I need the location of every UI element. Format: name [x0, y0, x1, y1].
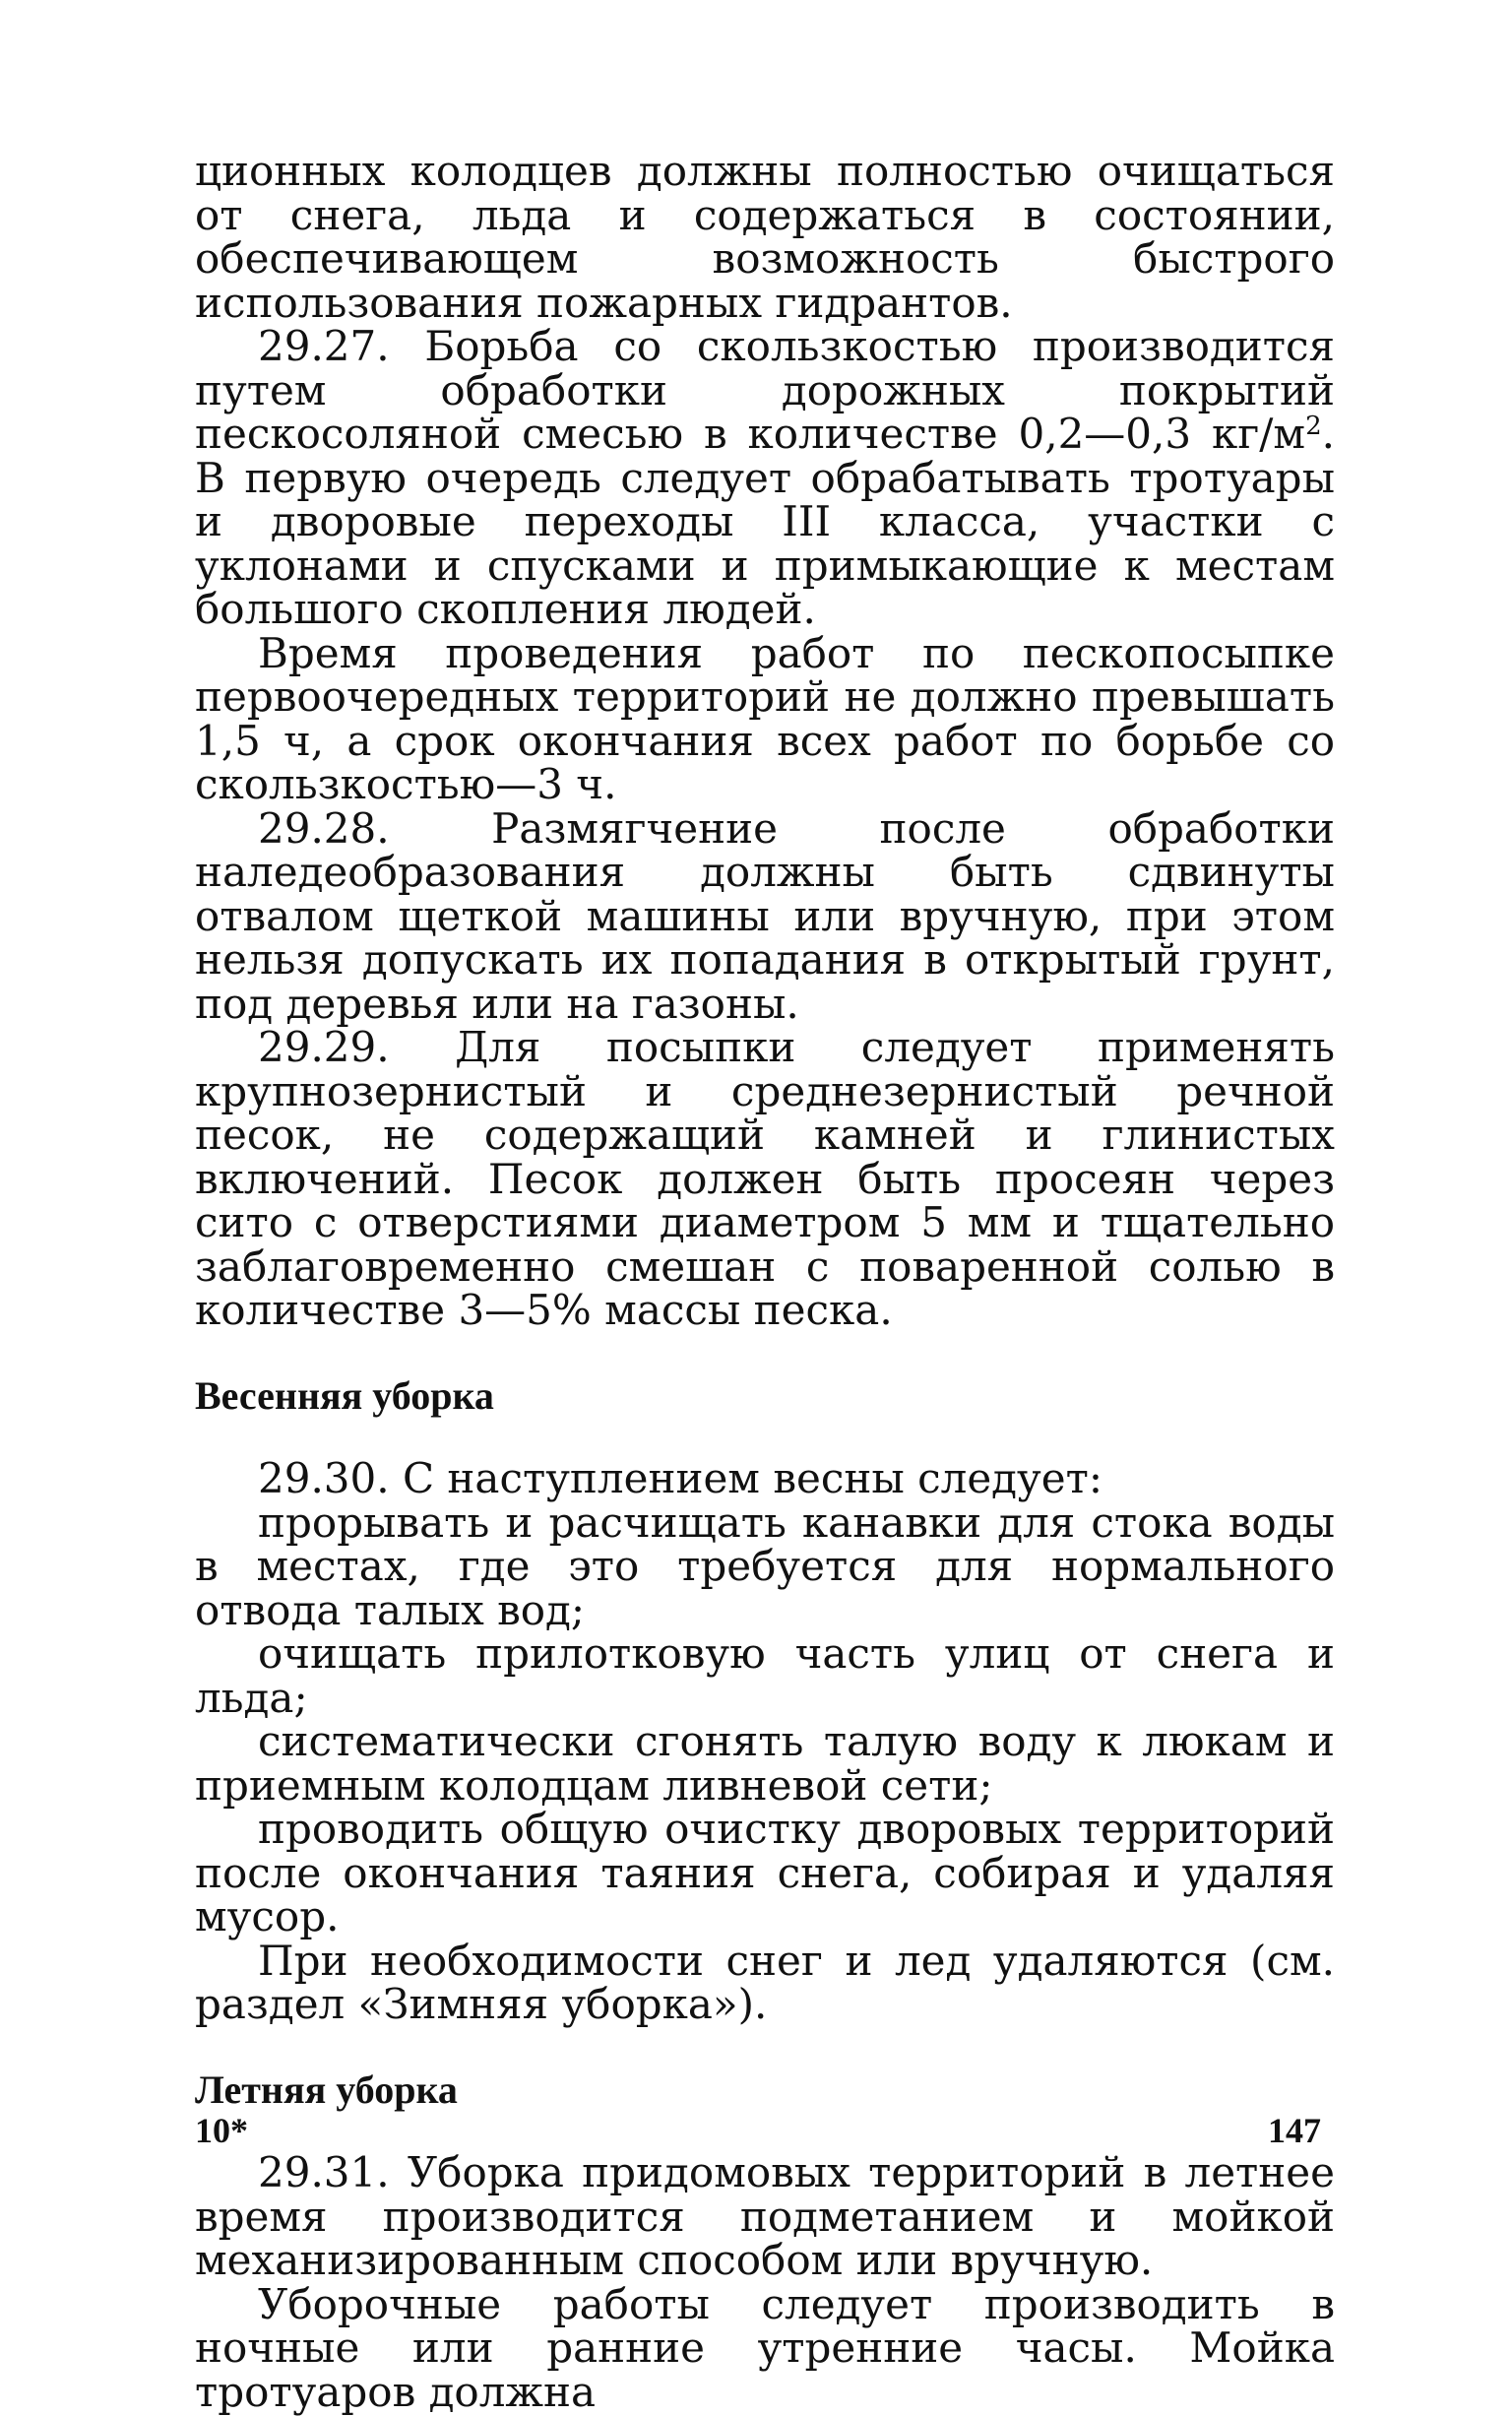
page-number: 147 — [1268, 2111, 1321, 2150]
heading-summer-cleaning: Летняя уборка — [195, 2066, 458, 2112]
heading-spring-cleaning: Весенняя уборка — [195, 1372, 494, 1418]
signature-mark: 10* — [195, 2111, 248, 2150]
spring-item-gutters: очищать прилотковую часть улиц от снега и льда; — [195, 1629, 1335, 1722]
paragraph-29-27-text-after: . В первую очередь следует обрабатывать тротуары и дворовые переходы III класса, участки с уклонами и спусками и примыкающие к местам большого скопления людей. — [195, 410, 1335, 633]
spring-item-meltwater: систематически сгонять талую воду к люкам и приемным колодцам ливневой сети; — [195, 1717, 1335, 1810]
paragraph-continuation: ционных колодцев должны полностью очищаться от снега, льда и содержаться в состоянии, обеспечивающем возможность быстрого использования пожарных гидрантов. — [195, 147, 1335, 327]
page-footer — [195, 2110, 1335, 2169]
paragraph-29-30: 29.30. С наступлением весны следует: — [258, 1454, 1102, 1502]
paragraph-29-28: 29.28. Размягчение после обработки наледеобразования должны быть сдвинуты отвалом щеткой машины или вручную, при этом нельзя допускать их попадания в открытый грунт, под деревья или на газоны. — [195, 803, 1335, 1028]
paragraph-29-27-text-before: 29.27. Борьба со скользкостью производится путем обработки дорожных покрытий пескосоляной смесью в количестве 0,2—0,3 кг/м — [195, 322, 1335, 458]
paragraph-29-31: 29.31. Уборка придомовых территорий в летнее время производится подметанием и мойкой механизированным способом или вручную. — [195, 2148, 1335, 2284]
spring-item-snow-removal: При необходимости снег и лед удаляются (см. раздел «Зимняя уборка»). — [195, 1936, 1335, 2028]
spring-item-general-cleaning: проводить общую очистку дворовых территорий после окончания таяния снега, собирая и удаляя мусор. — [195, 1805, 1335, 1940]
body-text — [195, 147, 1335, 2416]
spring-item-drains: прорывать и расчищать канавки для стока воды в местах, где это требуется для нормального отвода талых вод; — [195, 1497, 1335, 1634]
paragraph-29-29: 29.29. Для посыпки следует применять крупнозернистый и среднезернистый речной песок, не содержащий камней и глинистых включений. Песок должен быть просеян через сито с отверстиями диаметром 5 мм и тщательно заблаговременно смешан с поваренной солью в количестве 3—5% массы песка. — [195, 1023, 1335, 1334]
paragraph-time-limit: Время проведения работ по пескопосыпке первоочередных территорий не должно превышать 1,5 ч, а срок окончания всех работ по борьбе со скользкостью—3 ч. — [195, 628, 1335, 808]
paragraph-29-27 — [195, 322, 1335, 633]
paragraph-cleaning-hours: Уборочные работы следует производить в ночные или ранние утренние часы. Мойка тротуаров должна — [195, 2279, 1335, 2416]
superscript-two: 2 — [1305, 412, 1322, 441]
